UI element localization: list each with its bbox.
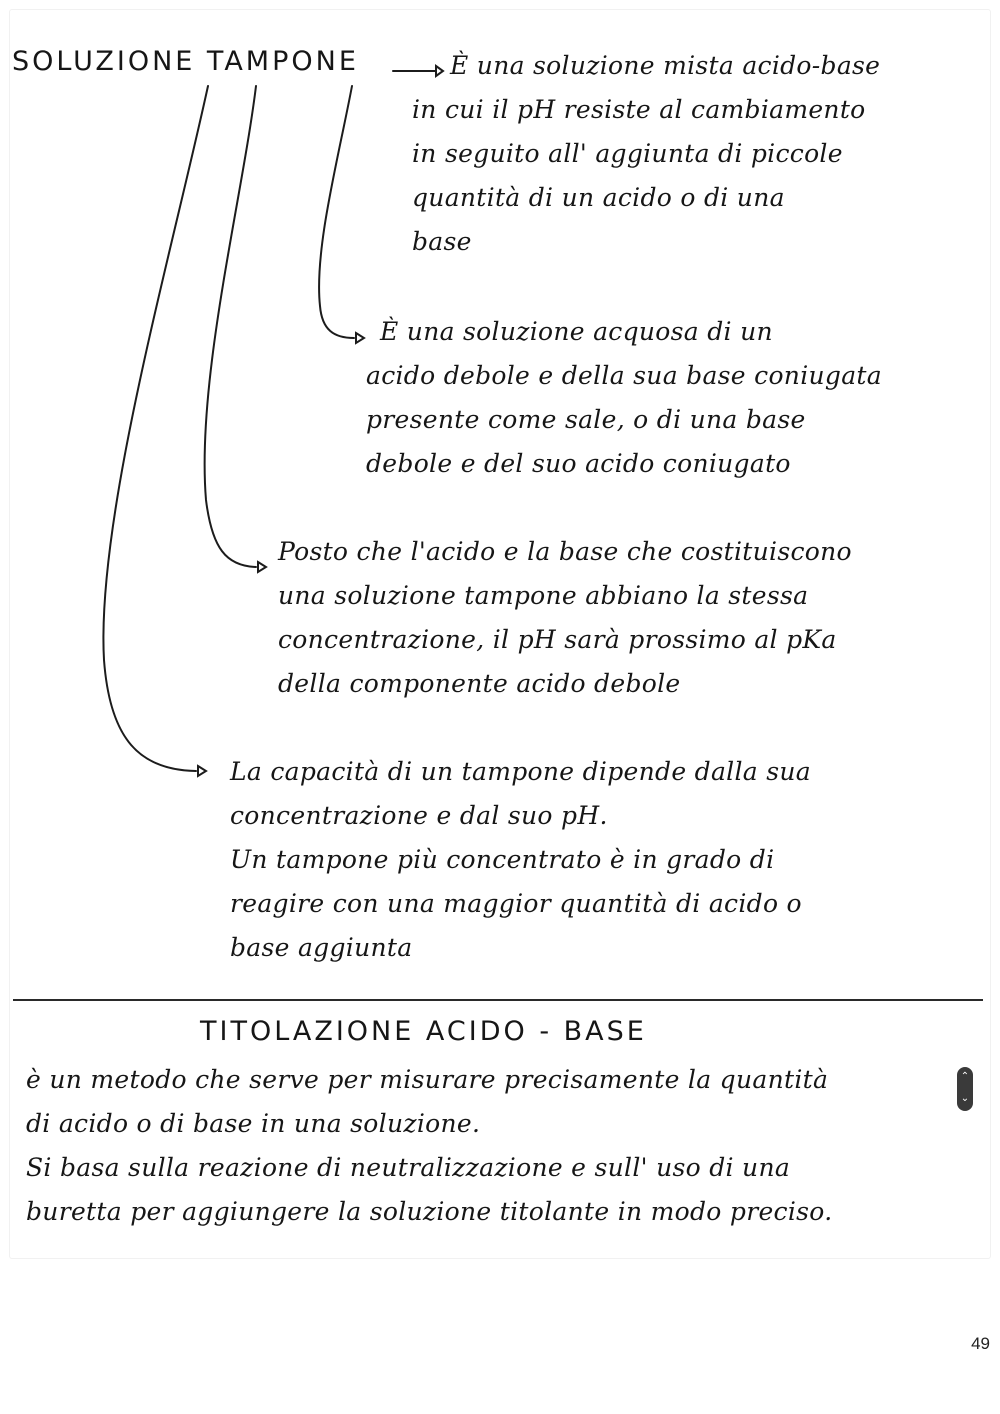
arrowhead-3 <box>258 562 266 572</box>
def4-line: reagire con una maggior quantità di acido o <box>230 889 802 918</box>
def4-line: concentrazione e dal suo pH. <box>230 801 608 830</box>
definition-3 <box>278 530 852 706</box>
titolazione-line: di acido o di base in una soluzione. <box>26 1109 481 1138</box>
def3-line: Posto che l'acido e la base che costituiscono <box>278 537 852 566</box>
def4-line: base aggiunta <box>230 933 413 962</box>
arrowhead-4 <box>198 766 206 776</box>
arrow-to-def2 <box>319 86 354 338</box>
def1-line: base <box>412 227 472 256</box>
section-title-soluzione-tampone: SOLUZIONE TAMPONE <box>12 46 359 77</box>
titolazione-line: è un metodo che serve per misurare precisamente la quantità <box>26 1065 829 1094</box>
titolazione-line: Si basa sulla reazione di neutralizzazione e sull' uso di una <box>26 1153 791 1182</box>
chevron-up-icon[interactable]: ⌃ <box>960 1071 970 1082</box>
def4-line: La capacità di un tampone dipende dalla sua <box>230 757 811 786</box>
arrow-to-def4 <box>103 86 208 771</box>
def1-line: in cui il pH resiste al cambiamento <box>412 95 866 124</box>
section-divider <box>13 999 983 1001</box>
definition-1 <box>412 44 880 264</box>
definition-4 <box>230 750 811 970</box>
page-number: 49 <box>971 1334 990 1353</box>
def3-line: una soluzione tampone abbiano la stessa <box>278 581 809 610</box>
def2-line: acido debole e della sua base coniugata <box>366 361 882 390</box>
def2-line: presente come sale, o di una base <box>366 405 806 434</box>
chevron-down-icon[interactable]: ⌄ <box>960 1093 970 1104</box>
def1-line: È una soluzione mista acido-base <box>450 51 881 80</box>
titolazione-line: buretta per aggiungere la soluzione titolante in modo preciso. <box>26 1197 833 1226</box>
def3-line: della componente acido debole <box>278 669 681 698</box>
def3-line: concentrazione, il pH sarà prossimo al pKa <box>278 625 837 654</box>
def1-line: in seguito all' aggiunta di piccole <box>412 139 843 168</box>
def4-line: Un tampone più concentrato è in grado di <box>230 845 775 874</box>
arrowhead-2 <box>356 333 364 343</box>
definition-2 <box>366 310 882 486</box>
scroll-control[interactable] <box>957 1067 973 1111</box>
def2-line: È una soluzione acquosa di un <box>380 317 773 346</box>
def2-line: debole e del suo acido coniugato <box>366 449 791 478</box>
section-title-titolazione: TITOLAZIONE ACIDO - BASE <box>200 1016 647 1047</box>
arrow-to-def3 <box>205 86 256 567</box>
def1-line: quantità di un acido o di una <box>412 183 785 212</box>
titolazione-body <box>26 1058 832 1234</box>
